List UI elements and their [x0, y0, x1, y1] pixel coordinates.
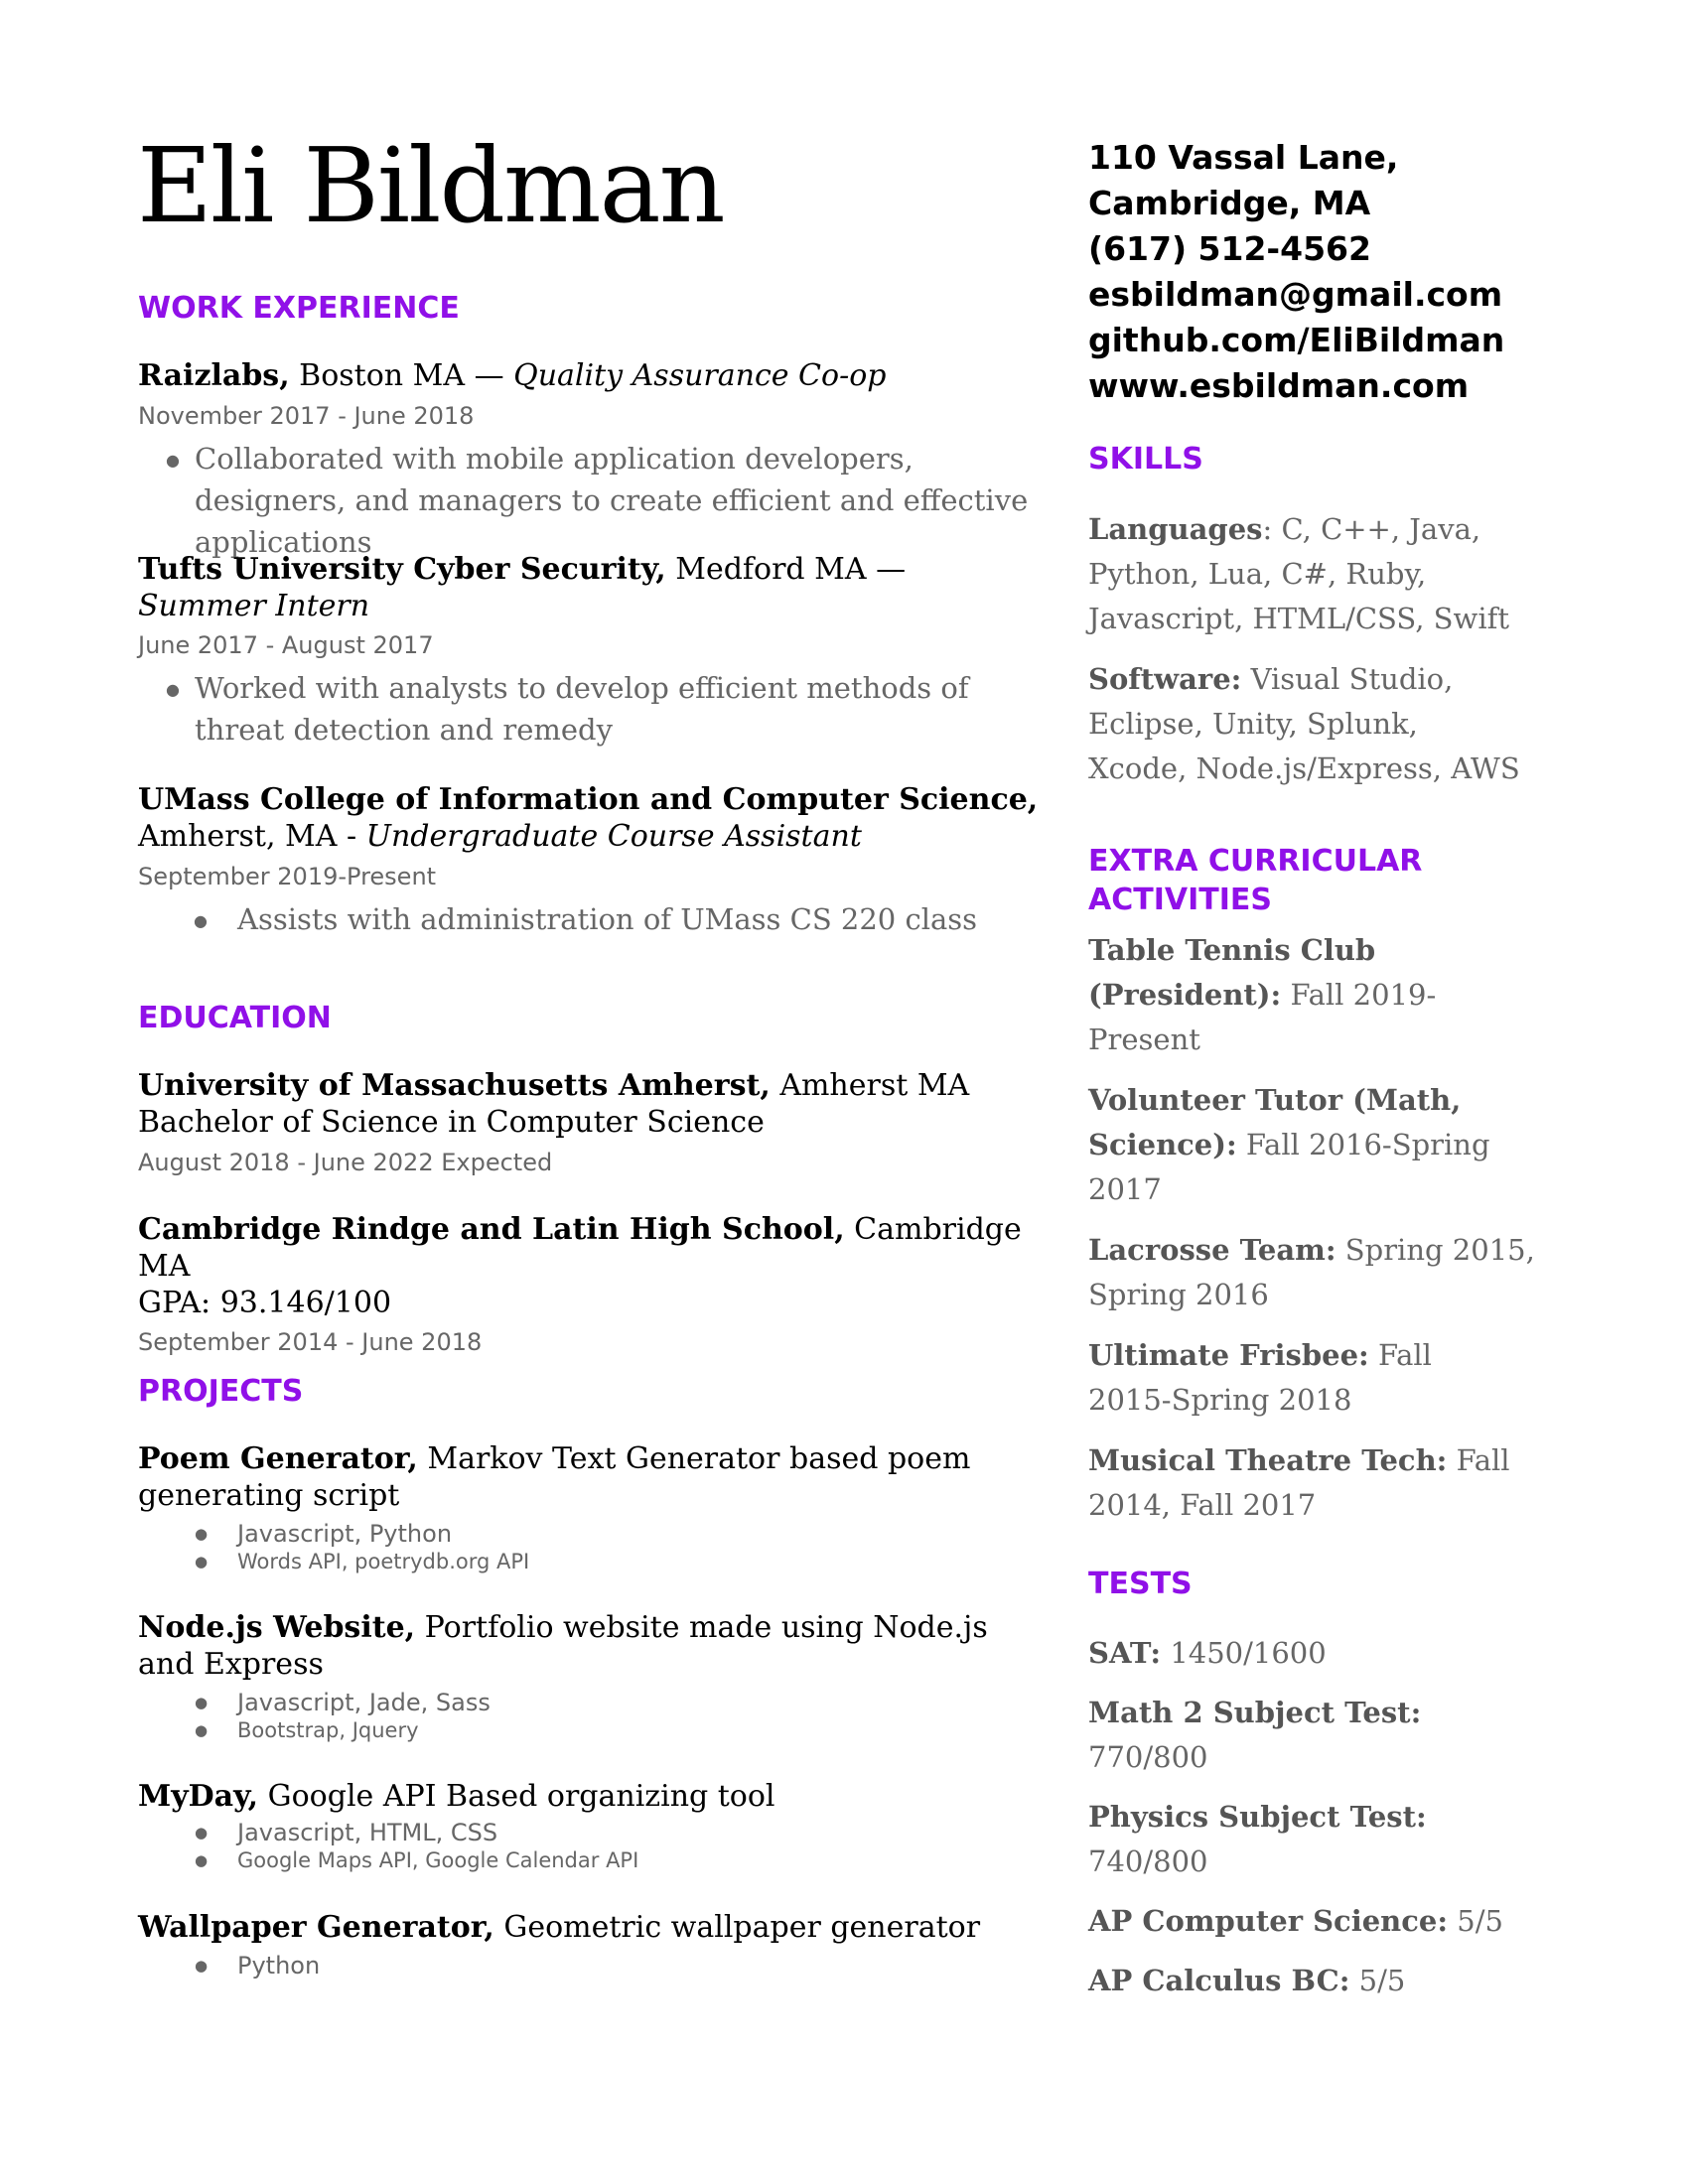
project-name: Wallpaper Generator,: [138, 1910, 494, 1945]
work-org: UMass College of Information and Computer Science,: [138, 782, 1039, 817]
education-entry-title: [138, 1211, 1052, 1321]
test-item: [1088, 1959, 1525, 2003]
project-bullet: ● Bootstrap, Jquery: [138, 1716, 1032, 1744]
project-title: [138, 1609, 1032, 1683]
work-dates: June 2017 - August 2017: [138, 631, 434, 659]
extracurricular-value: Fall 2019-Present: [1088, 978, 1437, 1056]
work-dates: November 2017 - June 2018: [138, 402, 475, 430]
test-label: AP Computer Science:: [1088, 1904, 1449, 1938]
skills-languages: [1088, 507, 1525, 641]
education-detail: GPA: 93.146/100: [138, 1286, 392, 1320]
education-entry-title: [138, 1067, 1052, 1141]
project-desc: Geometric wallpaper generator: [493, 1910, 981, 1945]
education-location: Cambridge MA: [138, 1212, 1022, 1284]
project-bullet: ● Javascript, HTML, CSS: [138, 1819, 1032, 1846]
project-entry: [138, 1609, 1032, 1744]
work-entry-umass: [138, 781, 1052, 940]
github-link: github.com/EliBildman: [1088, 321, 1505, 359]
project-bullets: [138, 1689, 1032, 1744]
work-role: Undergraduate Course Assistant: [365, 819, 862, 854]
project-title: [138, 1440, 1032, 1514]
work-experience-heading: WORK EXPERIENCE: [138, 291, 460, 326]
extracurricular-list: [1088, 928, 1545, 1544]
extracurricular-item: [1088, 1228, 1545, 1317]
project-entry: [138, 1778, 1032, 1874]
extracurricular-value: Fall 2015-Spring 2018: [1088, 1338, 1432, 1417]
project-name: Poem Generator,: [138, 1441, 418, 1476]
projects-heading: PROJECTS: [138, 1374, 304, 1409]
work-org: Tufts University Cyber Security,: [138, 552, 666, 587]
project-title: [138, 1778, 1032, 1815]
test-value: 770/800: [1088, 1740, 1208, 1774]
work-bullets: [138, 438, 1032, 563]
extracurricular-item: [1088, 1333, 1505, 1423]
work-bullet: ● Collaborated with mobile application developers, designers, and managers to create efficient and effective applications: [138, 438, 1032, 563]
project-entry: [138, 1909, 1032, 1979]
project-bullets: [138, 1520, 1032, 1575]
skills-heading: SKILLS: [1088, 442, 1203, 477]
work-location: Amherst, MA -: [138, 819, 366, 854]
extracurricular-item: [1088, 1078, 1515, 1212]
project-bullet: ● Javascript, Python: [138, 1520, 1032, 1548]
test-label: Math 2 Subject Test:: [1088, 1696, 1422, 1729]
work-entry-title: [138, 781, 1052, 855]
skills-software-label: Software:: [1088, 662, 1242, 696]
skills-languages-value: : C, C++, Java, Python, Lua, C#, Ruby, Javascript, HTML/CSS, Swift: [1088, 512, 1510, 635]
phone: (617) 512-4562: [1088, 229, 1371, 268]
extracurricular-value: Spring 2015, Spring 2016: [1088, 1233, 1535, 1311]
test-label: Physics Subject Test:: [1088, 1800, 1427, 1834]
work-location: Boston MA —: [289, 358, 514, 393]
project-bullets: [138, 1952, 1032, 1979]
work-entry-raizlabs: [138, 357, 1032, 563]
extracurricular-heading: [1088, 842, 1422, 919]
extracurricular-label: Table Tennis Club (President):: [1088, 933, 1376, 1012]
skills-software-value: Visual Studio, Eclipse, Unity, Splunk, Xcode, Node.js/Express, AWS: [1088, 662, 1520, 785]
test-value: 5/5: [1349, 1964, 1406, 1997]
education-entry-crls: [138, 1211, 1052, 1358]
test-value: 5/5: [1448, 1904, 1503, 1938]
test-label: AP Calculus BC:: [1088, 1964, 1350, 1997]
work-location: Medford MA —: [665, 552, 907, 587]
project-bullets: [138, 1819, 1032, 1874]
work-entry-title: [138, 357, 1032, 394]
work-role: Summer Intern: [138, 589, 370, 623]
work-dates: September 2019-Present: [138, 863, 437, 890]
extracurricular-label: Lacrosse Team:: [1088, 1233, 1336, 1267]
work-role: Quality Assurance Co-op: [513, 358, 887, 393]
test-value: 740/800: [1088, 1844, 1208, 1878]
work-org: Raizlabs,: [138, 358, 290, 393]
education-school: Cambridge Rindge and Latin High School,: [138, 1212, 845, 1247]
education-dates: September 2014 - June 2018: [138, 1328, 483, 1356]
project-name: Node.js Website,: [138, 1610, 416, 1645]
project-entry: [138, 1440, 1032, 1575]
project-name: MyDay,: [138, 1779, 259, 1814]
extracurricular-label: Ultimate Frisbee:: [1088, 1338, 1369, 1372]
project-desc: Markov Text Generator based poem generating script: [138, 1441, 971, 1513]
project-bullet: ● Google Maps API, Google Calendar API: [138, 1846, 1032, 1874]
test-item: [1088, 1631, 1525, 1676]
extracurricular-item: [1088, 928, 1505, 1062]
test-label: SAT:: [1088, 1636, 1162, 1670]
test-item: [1088, 1691, 1545, 1780]
email: esbildman@gmail.com: [1088, 275, 1503, 314]
tests-heading: TESTS: [1088, 1567, 1193, 1601]
test-item: [1088, 1899, 1545, 1944]
resume-name: Eli Bildman: [137, 125, 724, 246]
project-desc: Google API Based organizing tool: [258, 1779, 775, 1814]
extracurricular-heading-line2: ACTIVITIES: [1088, 883, 1272, 917]
project-title: [138, 1909, 1032, 1946]
extracurricular-label: Volunteer Tutor (Math, Science):: [1088, 1083, 1462, 1161]
extracurricular-value: Fall 2014, Fall 2017: [1088, 1443, 1510, 1522]
project-bullet: ● Python: [138, 1952, 1032, 1979]
test-item: [1088, 1795, 1485, 1884]
work-bullets: [138, 667, 1032, 751]
work-bullet: ● Worked with analysts to develop efficient methods of threat detection and remedy: [138, 667, 1032, 751]
skills-software: [1088, 657, 1525, 791]
education-location: Amherst MA: [770, 1068, 970, 1103]
website-link: www.esbildman.com: [1088, 366, 1470, 405]
education-heading: EDUCATION: [138, 1001, 332, 1035]
education-school: University of Massachusetts Amherst,: [138, 1068, 771, 1103]
project-bullet: ● Words API, poetrydb.org API: [138, 1548, 1032, 1575]
skills-languages-label: Languages: [1088, 512, 1263, 546]
extracurricular-label: Musical Theatre Tech:: [1088, 1443, 1448, 1477]
education-dates: August 2018 - June 2022 Expected: [138, 1149, 553, 1176]
project-desc: Portfolio website made using Node.js and Express: [138, 1610, 988, 1682]
extracurricular-item: [1088, 1438, 1515, 1528]
extracurricular-value: Fall 2016-Spring 2017: [1088, 1128, 1490, 1206]
education-detail: Bachelor of Science in Computer Science: [138, 1105, 765, 1140]
address-line-2: Cambridge, MA: [1088, 184, 1371, 222]
tests-list: [1088, 1631, 1545, 2018]
work-entry-tufts: [138, 551, 1032, 751]
work-bullet: ● Assists with administration of UMass CS 220 class: [138, 898, 1052, 940]
contact-block: [1088, 135, 1504, 409]
work-bullets: [138, 898, 1052, 940]
project-bullet: ● Javascript, Jade, Sass: [138, 1689, 1032, 1716]
education-entry-umass: [138, 1067, 1052, 1178]
address-line-1: 110 Vassal Lane,: [1088, 138, 1399, 177]
extracurricular-heading-line1: EXTRA CURRICULAR: [1088, 844, 1423, 879]
work-entry-title: [138, 551, 1012, 624]
test-value: 1450/1600: [1161, 1636, 1327, 1670]
